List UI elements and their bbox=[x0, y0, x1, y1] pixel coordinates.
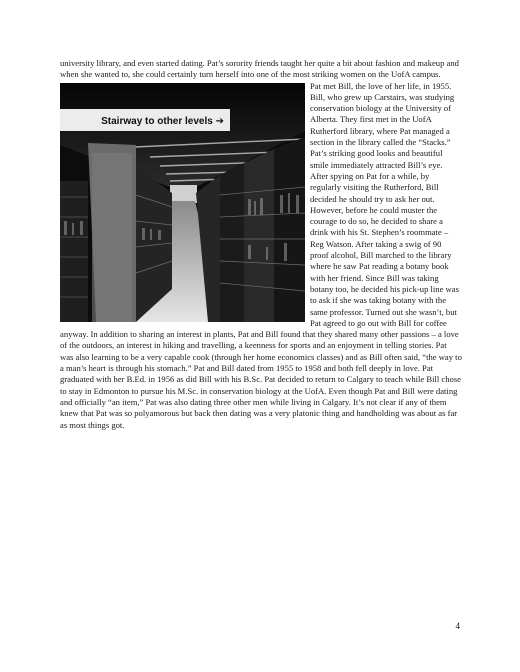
paragraph-1: university library, and even started dating. Pat’s sorority friends taught her quite a bit about fashion and makeup and when she wanted to, she could certainly turn herself into one of the most striking women on the UofA campus. bbox=[60, 58, 459, 80]
stairway-sign-text: Stairway to other levels ➔ bbox=[101, 115, 224, 127]
page-number: 4 bbox=[455, 621, 460, 631]
body-text bbox=[60, 58, 462, 431]
library-stacks-image bbox=[60, 83, 305, 322]
paragraph-2: Pat met Bill, the love of her life, in 1955. Bill, who grew up Carstairs, was studying conservation biology at the University of Alberta. They first met in the UofA Rutherford library, where Pat managed a section in the library called the “Stacks.” Pat’s striking good looks and beautiful smile immediately attracted Bill’s eye. After spying on Pat for a while, by regularly visiting the Rutherford, Bill decided he should try to ask her out. However, before he could muster the courage to do so, he decided to share a drink with his St. Stephen’s roommate – Reg Watson. After taking a swig of 90 proof alcohol, Bill marched to the library where he saw Pat reading a botany book with her friend. Since Bill was taking botany too, he decided his pick-up line was to ask if she was taking botany with the same professor. Turned out she wasn’t, but Pat agreed to go out with Bill for coffee anyway. In addition to sharing an interest in plants, Pat and Bill found that they shared many other passions – a love of the outdoors, an interest in hiking and travelling, a keenness for sports and an enjoyment in telling stories. Pat was also learning to be a very capable cook (through her home economics classes) and as Bill often said, “the way to a man’s heart is through his stomach.” Pat and Bill dated from 1955 to 1958 and both fell deeply in love. Pat graduated with her B.Ed. in 1956 as did Bill with his B.Sc. Pat decided to return to Calgary to teach while Bill chose to stay in Edmonton to pursue his M.Sc. in conservation biology at the UofA. Even though Pat and Bill were dating and officially “an item,” Pat was also dating three other men while living in Calgary. It’s not clear if any of them knew that Pat was so polyamorous but back then dating was a very platonic thing and handholding was about as far as most things got. bbox=[60, 80, 462, 430]
library-stacks-photo bbox=[60, 83, 305, 322]
